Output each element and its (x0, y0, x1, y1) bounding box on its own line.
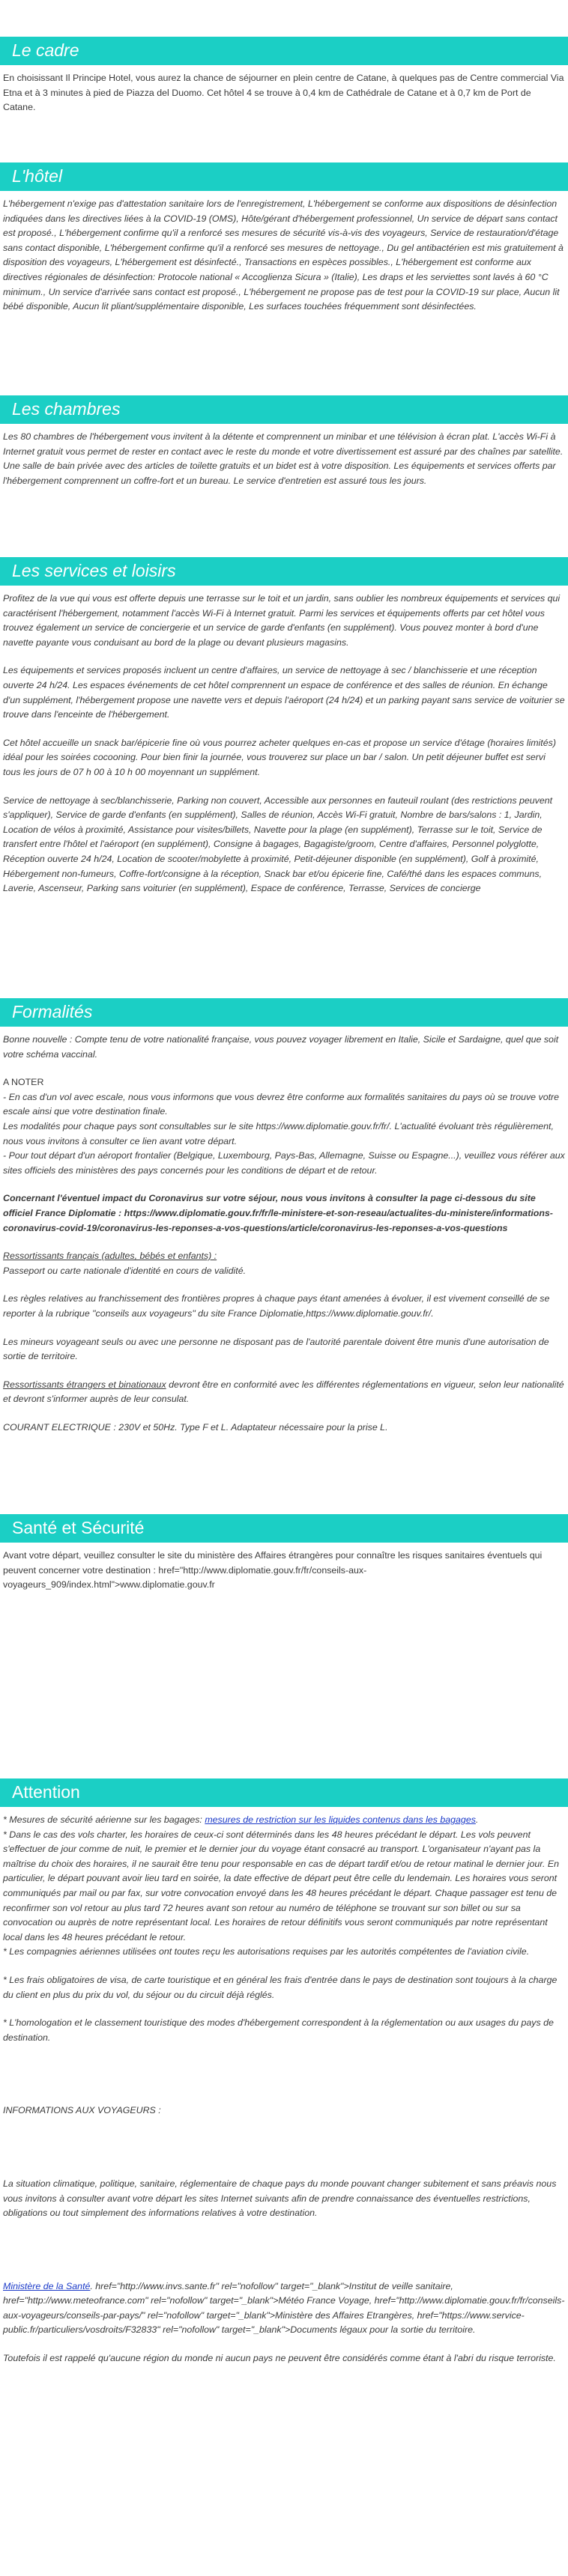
liquid-restrictions-link[interactable]: mesures de restriction sur les liquides contenus dans les bagages (205, 1814, 476, 1825)
terrorism-notice: Toutefois il est rappelé qu'aucune région du monde ni aucun pays ne peuvent être considérés comme étant à l'abri du risque terroriste. (3, 2353, 556, 2364)
situation-text: La situation climatique, politique, sanitaire, réglementaire de chaque pays du monde pouvant changer subitement et sans préavis nous vous invitons à consulter avant votre départ les sites Internet suivants afin de prendre connaissance des éventuelles restrictions, obligations ou tout simplement des informations relatives à votre destination. (3, 2178, 557, 2219)
section-title: Formalités (12, 1002, 93, 1022)
ressortissants-francais-heading: Ressortissants français (adultes, bébés et enfants) : (3, 1251, 217, 1262)
section-header (0, 998, 568, 1027)
ressortissants-etrangers-heading: Ressortissants étrangers et binationaux (3, 1379, 166, 1390)
ministere-links-text: . href="http://www.invs.sante.fr" rel="nofollow" target="_blank">Institut de veille sanitaire, href="http://www.meteofrance.com" rel="nofollow" target="_blank">Météo France Voyage, href="http://www.diplomatie.gouv.fr/fr/conseils-aux-voyageurs/conseils-par-pays/" rel="nofollow" target="_blank">Ministère des Affaires Etrangères, href="https://www.service-public.fr/particuliers/vosdroits/F32833" rel="nofollow" target="_blank">Documents légaux pour la sortie du territoire. (3, 2280, 565, 2336)
regles-text: Les règles relatives au franchissement des frontières propres à chaque pays étant amenées à évoluer, il est vivement conseillé de se reporter à la rubrique "conseils aux voyageurs" du site France Diplomatie,https://www.diplomatie.gouv.fr/. (3, 1293, 550, 1319)
attention-item: * L'homologation et le classement touristique des modes d'hébergement correspondent à la réglementation ou aux usages du pays de destination. (3, 2017, 554, 2043)
attention-text: * Mesures de sécurité aérienne sur les bagages: (3, 1814, 205, 1825)
section-sante (0, 1514, 568, 1606)
section-title: Les chambres (12, 399, 121, 419)
section-header (0, 1514, 568, 1543)
section-title: Les services et loisirs (12, 561, 176, 581)
section-title: Santé et Sécurité (12, 1518, 145, 1538)
courant-electrique: COURANT ELECTRIQUE : 230V et 50Hz. Type F et L. Adaptateur nécessaire pour la prise L. (3, 1421, 388, 1433)
section-header (0, 395, 568, 424)
section-chambres (0, 395, 568, 502)
section-hotel (0, 162, 568, 328)
note-heading: A NOTER (3, 1077, 44, 1088)
section-title: L'hôtel (12, 166, 63, 186)
ressortissants-francais-text: Passeport ou carte nationale d'identité en cours de validité. (3, 1265, 247, 1276)
attention-item: * Dans le cas des vols charter, les horaires de ceux-ci sont déterminés dans les 48 heures précédant le départ. Les vols peuvent s'effectuer de jour comme de nuit, le premier et le dernier jour du voyage étant consacré au transport. L'organisateur n'ayant pas la maîtrise du choix des horaires, il ne saurait être tenu pour responsable en cas de départ tardif et/ou de retour matinal le dernier jour. En particulier, le départ pouvant avoir lieu tard en soirée, la date effective de départ peut être celle du lendemain. Les horaires vous seront communiqués par mail ou par fax, sur votre convocation envoyé dans les 48 heures précédant le départ. Chaque passager est tenu de reconfirmer son vol retour au plus tard 72 heures avant son retour au numéro de téléphone se trouvant sur son billet ou sur sa convocation ou auprès de notre représentant local. Les horaires de retour définitifs vous seront communiqués par notre représentant local dans les 48 heures précédant le retour. (3, 1829, 560, 1942)
sante-text: Avant votre départ, veuillez consulter le site du ministère des Affaires étrangères pour connaître les risques sanitaires éventuels qui peuvent concerner votre destination : href="http://www.diplomatie.gouv.fr/fr/conseils-aux-voyageurs_909/index.html">www.diplomatie.gouv.fr (3, 1550, 543, 1591)
attention-item: * Les compagnies aériennes utilisées ont toutes reçu les autorisations requises par les autorités compétentes de l'aviation civile. (3, 1946, 530, 1957)
services-paragraph: Profitez de la vue qui vous est offerte depuis une terrasse sur le toit et un jardin, sans oublier les nombreux équipements et services qui caractérisent l'hébergement, notamment l'accès Wi-Fi à Internet gratuit. Parmi les services et équipements offerts par cet hôtel vous trouvez également un service de conciergerie et un service de garde d'enfants (en supplément). Vous pouvez monter à bord d'une navette payante vous conduisant au bord de la plage ou devant plusieurs magasins. (3, 593, 561, 648)
section-header (0, 162, 568, 191)
attention-item: * Les frais obligatoires de visa, de carte touristique et en général les frais d'entrée dans le pays de destination sont toujours à la charge du client en plus du prix du vol, du séjour ou du circuit déjà réglés. (3, 1974, 558, 2000)
section-formalites (0, 998, 568, 1448)
ministere-links (3, 2279, 565, 2338)
section-header (0, 1778, 568, 1807)
mineurs-text: Les mineurs voyageant seuls ou avec une personne ne disposant pas de l'autorité parentale doivent être munis d'une autorisation de sortie de territoire. (3, 1336, 549, 1362)
note-line: - Pour tout départ d'un aéroport frontalier (Belgique, Luxembourg, Pays-Bas, Allemagne, Suisse ou Espagne...), veuillez vous référer aux sites officiels des ministères des pays concernés pour les conditions de départ et de retour. (3, 1150, 565, 1176)
section-attention (0, 1778, 568, 2380)
formalites-intro: Bonne nouvelle : Compte tenu de votre nationalité française, vous pouvez voyager librement en Italie, Sicile et Sardaigne, quel que soit votre schéma vaccinal. (3, 1034, 559, 1060)
coronavirus-notice: Concernant l'éventuel impact du Coronavirus sur votre séjour, nous vous invitons à consulter la page ci-dessous du site officiel France Diplomatie : https://www.diplomatie.gouv.fr/fr/le-ministere-et-son-reseau/actualites-du-ministere/informations-coronavirus-covid-19/coronavirus-les-reponses-a-vos-questions/article/coronavirus-les-reponses-a-vos-questions (3, 1193, 553, 1233)
section-title: Attention (12, 1782, 80, 1802)
services-paragraph: Les équipements et services proposés incluent un centre d'affaires, un service de nettoyage à sec / blanchisserie et une réception ouverte 24 h/24. Les espaces événements de cet hôtel comprennent un espace de conférence et des salles de réunion. En échange d'un supplément, l'hébergement propose une navette vers et depuis l'aéroport (24 h/24) et un parking payant sans service de voiturier se trouve dans l'enceinte de l'hébergement. (3, 665, 565, 720)
cadre-text: En choisissant Il Principe Hotel, vous aurez la chance de séjourner en plein centre de Catane, à quelques pas de Centre commercial Via Etna et à 3 minutes à pied de Piazza del Duomo. Cet hôtel 4 se trouve à 0,4 km de Cathédrale de Catane et à 0,7 km de Port de Catane. (3, 73, 564, 113)
note-line: Les modalités pour chaque pays sont consultables sur le site https://www.diplomatie.gouv.fr/fr/. L'actualité évoluant très régulièrement, nous vous invitons à consulter ce lien avant votre départ. (3, 1120, 554, 1146)
section-cadre (0, 37, 568, 129)
chambres-text: Les 80 chambres de l'hébergement vous invitent à la détente et comprennent un minibar et une télévision à écran plat. L'accès Wi-Fi à Internet gratuit vous permet de rester en contact avec le reste du monde et votre divertissement est assuré par des chaînes par satellite. Une salle de bain privée avec des articles de toilette gratuits et un bidet est à votre disposition. Les équipements et services offerts par l'hébergement comprennent un coffre-fort et un bureau. Le service d'entretien est assuré tous les jours. (3, 431, 564, 486)
section-services (0, 557, 568, 910)
note-line: - En cas d'un vol avec escale, nous vous informons que vous devrez être conforme aux formalités sanitaires du pays où se trouve votre escale ainsi que votre destination finale. (3, 1091, 560, 1117)
services-paragraph: Cet hôtel accueille un snack bar/épicerie fine où vous pourrez acheter quelques en-cas et propose un service d'étage (horaires limités) idéal pour les soirées cocooning. Pour bien finir la journée, vous trouverez sur place un bar / salon. Un petit déjeuner buffet est servi tous les jours de 07 h 00 à 10 h 00 moyennant un supplément. (3, 737, 556, 777)
attention-text: . (475, 1814, 479, 1825)
section-title: Le cadre (12, 40, 79, 61)
section-header (0, 37, 568, 65)
ressortissants-etrangers-text: devront être en conformité avec les différentes réglementations en vigueur, selon leur nationalité et devront s'informer auprès de leur consulat. (3, 1379, 564, 1405)
ministere-sante-link[interactable]: Ministère de la Santé (3, 2280, 91, 2291)
ressortissants-etrangers (3, 1378, 565, 1407)
services-list: Service de nettoyage à sec/blanchisserie, Parking non couvert, Accessible aux personnes en fauteuil roulant (des restrictions peuvent s'appliquer), Service de garde d'enfants (en supplément), Salles de réunion, Accès Wi-Fi gratuit, Nombre de bars/salons : 1, Jardin, Location de vélos à proximité, Assistance pour visites/billets, Navette pour la plage (en supplément), Terrasse sur le toit, Service de transfert entre l'hôtel et l'aéroport (en supplément), Consigne à bagages, Bagagiste/groom, Centre d'affaires, Personnel polyglotte, Réception ouverte 24 h/24, Location de scooter/mobylette à proximité, Petit-déjeuner disponible (en supplément), Golf à proximité, Hébergement non-fumeurs, Coffre-fort/consigne à la réception, Snack bar et/ou épicerie fine, Café/thé dans les espaces communs, Laverie, Ascenseur, Parking sans voiturier (en supplément), Espace de conférence, Terrasse, Services de concierge (3, 795, 553, 894)
info-voyageurs-heading: INFORMATIONS AUX VOYAGEURS : (3, 2105, 161, 2116)
section-header (0, 557, 568, 586)
attention-item (3, 1813, 565, 1828)
hotel-text: L'hébergement n'exige pas d'attestation sanitaire lors de l'enregistrement, L'hébergement se conforme aux dispositions de désinfection indiquées dans les directives liées à la COVID-19 (OMS), Hôte/gérant d'hébergement professionnel, Un service de départ sans contact est proposé., L'hébergement confirme qu'il a renforcé ses mesures de sécurité vis-à-vis des voyageurs, Service de restauration/d'étage sans contact disponible, L'hébergement confirme qu'il a renforcé ses mesures de nettoyage., Du gel antibactérien est mis gratuitement à disposition des voyageurs, L'hébergement est désinfecté., Transactions en espèces possibles., L'hébergement est conforme aux directives régionales de désinfection: Protocole national « Accoglienza Sicura » (Italie), Les draps et les serviettes sont lavés à 60 °C minimum., Un service d'arrivée sans contact est proposé., L'hébergement ne propose pas de test pour la COVID-19 sur place, Aucun lit bébé disponible, Aucun lit pliant/supplémentaire disponible, Les surfaces touchées fréquemment sont désinfectées. (3, 198, 564, 312)
